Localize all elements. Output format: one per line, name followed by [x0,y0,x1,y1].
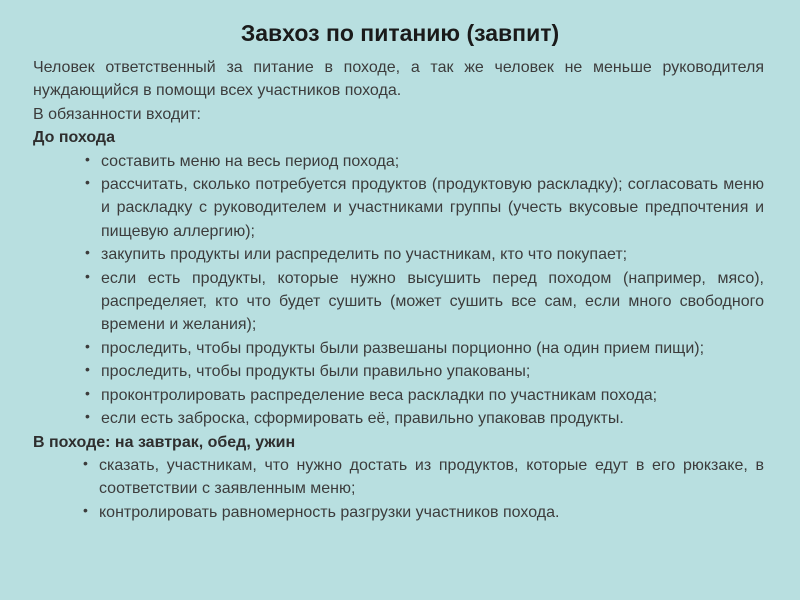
list-item-text: сказать, участникам, что нужно достать из продуктов, которые едут в его рюкзаке, в соответствии с заявленным меню; [99,456,764,498]
bullet-icon: • [85,267,90,284]
bullet-icon: • [85,408,90,425]
list-item [85,407,764,430]
list-item-text: проследить, чтобы продукты были правильно упакованы; [101,363,531,381]
slide-title: Завхоз по питанию (завпит) [240,20,560,46]
list-item [85,243,764,266]
list-item-text: проследить, чтобы продукты были развешаны порционно (на один прием пищи); [101,339,705,357]
bullet-icon: • [85,174,90,191]
list-item-text: закупить продукты или распределить по участникам, кто что покупает; [101,246,628,264]
bullet-icon: • [85,337,90,354]
list-item [85,150,764,173]
list-item [85,267,764,337]
list-item-text: если есть заброска, сформировать её, правильно упаковав продукты. [101,410,624,428]
section-before-list [33,150,764,431]
bullet-icon: • [85,150,90,167]
list-item-text: рассчитать, сколько потребуется продуктов (продуктовую раскладку); согласовать меню и раскладку с руководителем и участниками группы (учесть вкусовые предпочтения и пищевую аллергию); [101,176,764,240]
intro-paragraph: Человек ответственный за питание в походе, а так же человек не меньше руководителя нуждающийся в помощи всех участников похода. [33,59,764,100]
list-item-text: составить меню на весь период похода; [101,152,400,170]
list-item [85,173,764,243]
list-item [85,337,764,360]
section-during-heading: В походе: на завтрак, обед, ужин [33,433,296,451]
list-item [83,454,764,501]
bullet-icon: • [83,501,88,518]
bullet-icon: • [85,361,90,378]
duties-label: В обязанности входит: [33,105,201,123]
bullet-icon: • [83,454,88,471]
list-item [85,384,764,407]
section-before-heading: До похода [33,129,115,147]
slide-content [33,56,764,524]
list-item-text: если есть продукты, которые нужно высушить перед походом (например, мясо), распределяет, кто что будет сушить (может сушить все сам, если много свободного времени и желания); [101,269,764,334]
bullet-icon: • [85,384,90,401]
list-item-text: контролировать равномерность разгрузки участников похода. [99,503,560,521]
list-item-text: проконтролировать распределение веса раскладки по участникам похода; [101,386,658,404]
bullet-icon: • [85,244,90,261]
list-item [85,360,764,383]
section-during-list [33,454,764,524]
list-item [83,501,764,524]
